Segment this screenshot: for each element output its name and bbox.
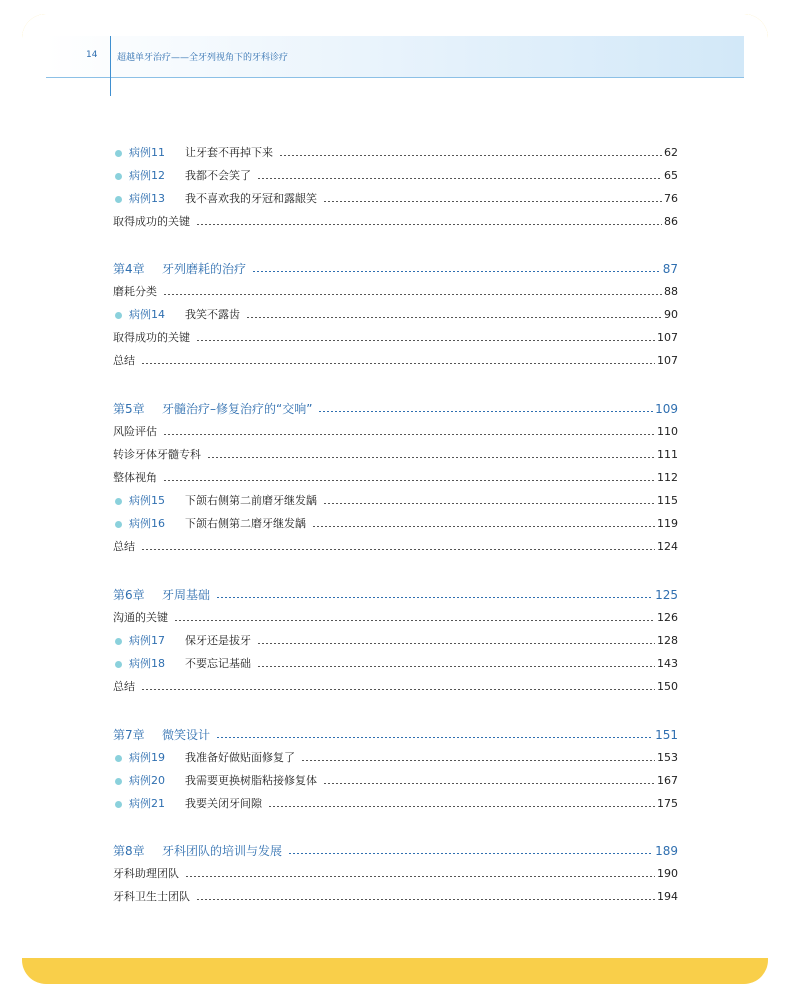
dot-leader	[257, 666, 655, 667]
chapter-label: 第5章	[113, 402, 145, 416]
toc-page-number: 125	[655, 588, 678, 602]
case-label: 病例19	[129, 751, 165, 764]
running-title: 超越单牙治疗——全牙列视角下的牙科诊疗	[117, 53, 289, 63]
toc-case-row	[113, 166, 678, 186]
toc-page-number: 65	[664, 169, 678, 182]
dot-leader	[216, 737, 653, 738]
toc-page-number: 167	[657, 774, 678, 787]
toc-page-number: 107	[657, 354, 678, 367]
toc-chapter-row	[113, 585, 678, 605]
case-bullet-icon	[115, 498, 122, 505]
toc-page-number: 126	[657, 611, 678, 624]
toc-page-number: 153	[657, 751, 678, 764]
case-label: 病例21	[129, 797, 165, 810]
toc-case-row	[113, 143, 678, 163]
toc-page-number: 111	[657, 448, 678, 461]
toc-title: 整体视角	[113, 471, 157, 484]
toc-entry-row	[113, 328, 678, 348]
toc-title: 我准备好做贴面修复了	[185, 751, 295, 764]
dot-leader	[163, 294, 662, 295]
case-label: 病例20	[129, 774, 165, 787]
toc-title: 取得成功的关键	[113, 331, 190, 344]
toc-page-number: 109	[655, 402, 678, 416]
chapter-label: 第8章	[113, 844, 145, 858]
toc-title: 磨耗分类	[113, 285, 157, 298]
toc-title: 牙周基础	[162, 588, 211, 602]
toc-page-number: 115	[657, 494, 678, 507]
toc-chapter-row	[113, 725, 678, 745]
header-divider	[110, 36, 111, 96]
toc-case-row	[113, 654, 678, 674]
toc-case-row	[113, 305, 678, 325]
dot-leader	[246, 317, 662, 318]
case-bullet-icon	[115, 521, 122, 528]
chapter-label: 第6章	[113, 588, 145, 602]
toc-chapter-row	[113, 399, 678, 419]
dot-leader	[323, 783, 655, 784]
dot-leader	[163, 480, 655, 481]
case-bullet-icon	[115, 661, 122, 668]
toc-title: 总结	[113, 354, 135, 367]
toc-title: 保牙还是拔牙	[185, 634, 251, 647]
dot-leader	[323, 503, 655, 504]
toc-title: 总结	[113, 540, 135, 553]
dot-leader	[268, 806, 655, 807]
dot-leader	[252, 271, 661, 272]
dot-leader	[196, 899, 655, 900]
case-label: 病例12	[129, 169, 165, 182]
toc-title: 我不喜欢我的牙冠和露龈笑	[185, 192, 317, 205]
toc-case-row	[113, 748, 678, 768]
dot-leader	[185, 876, 655, 877]
toc-chapter-row	[113, 841, 678, 861]
toc-page-number: 86	[664, 215, 678, 228]
dot-leader	[216, 597, 653, 598]
toc-page-number: 110	[657, 425, 678, 438]
toc-title: 风险评估	[113, 425, 157, 438]
toc-entry-row	[113, 422, 678, 442]
toc-page-number: 76	[664, 192, 678, 205]
toc-title: 我笑不露齿	[185, 308, 240, 321]
dot-leader	[312, 526, 655, 527]
toc-entry-row	[113, 537, 678, 557]
toc-page-number: 87	[662, 262, 678, 276]
toc-page-number: 175	[657, 797, 678, 810]
toc-case-row	[113, 491, 678, 511]
case-bullet-icon	[115, 778, 122, 785]
toc-title: 下颌右侧第二磨牙继发龋	[185, 517, 306, 530]
toc-title: 我需要更换树脂粘接修复体	[185, 774, 317, 787]
toc-page-number: 150	[657, 680, 678, 693]
dot-leader	[174, 620, 655, 621]
toc-page-number: 107	[657, 331, 678, 344]
dot-leader	[196, 224, 662, 225]
toc-page-number: 90	[664, 308, 678, 321]
toc-title: 我要关闭牙间隙	[185, 797, 262, 810]
dot-leader	[323, 201, 662, 202]
toc-entry-row	[113, 468, 678, 488]
toc-page-number: 190	[657, 867, 678, 880]
toc-title: 取得成功的关键	[113, 215, 190, 228]
toc-case-row	[113, 189, 678, 209]
toc-title: 牙科助理团队	[113, 867, 179, 880]
chapter-label: 第4章	[113, 262, 145, 276]
dot-leader	[301, 760, 655, 761]
toc-title: 转诊牙体牙髓专科	[113, 448, 201, 461]
toc-title: 下颌右侧第二前磨牙继发龋	[185, 494, 317, 507]
toc-title: 牙科卫生士团队	[113, 890, 190, 903]
toc-title: 沟通的关键	[113, 611, 168, 624]
dot-leader	[318, 411, 653, 412]
toc-page-number: 151	[655, 728, 678, 742]
toc-entry-row	[113, 212, 678, 232]
dot-leader	[163, 434, 655, 435]
header-rule	[46, 77, 744, 78]
toc-title: 总结	[113, 680, 135, 693]
chapter-label: 第7章	[113, 728, 145, 742]
toc-page-number: 143	[657, 657, 678, 670]
toc-title: 让牙套不再掉下来	[185, 146, 273, 159]
toc-title: 牙列磨耗的治疗	[162, 262, 247, 276]
toc-title: 牙科团队的培训与发展	[162, 844, 283, 858]
toc-page-number: 119	[657, 517, 678, 530]
toc-page-number: 189	[655, 844, 678, 858]
toc-chapter-row	[113, 259, 678, 279]
dot-leader	[141, 363, 655, 364]
toc-case-row	[113, 794, 678, 814]
toc-case-row	[113, 514, 678, 534]
toc-entry-row	[113, 608, 678, 628]
dot-leader	[288, 853, 653, 854]
toc-case-row	[113, 631, 678, 651]
toc-entry-row	[113, 282, 678, 302]
dot-leader	[279, 155, 662, 156]
dot-leader	[207, 457, 655, 458]
case-bullet-icon	[115, 755, 122, 762]
page-number: 14	[86, 50, 98, 60]
toc-page-number: 124	[657, 540, 678, 553]
case-label: 病例11	[129, 146, 165, 159]
case-label: 病例13	[129, 192, 165, 205]
toc-entry-row	[113, 445, 678, 465]
dot-leader	[141, 549, 655, 550]
toc-entry-row	[113, 864, 678, 884]
toc-page-number: 128	[657, 634, 678, 647]
case-bullet-icon	[115, 638, 122, 645]
toc-case-row	[113, 771, 678, 791]
case-label: 病例14	[129, 308, 165, 321]
case-bullet-icon	[115, 196, 122, 203]
case-bullet-icon	[115, 801, 122, 808]
dot-leader	[257, 643, 655, 644]
toc-page-number: 88	[664, 285, 678, 298]
toc-page-number: 62	[664, 146, 678, 159]
toc-title: 微笑设计	[162, 728, 211, 742]
case-label: 病例15	[129, 494, 165, 507]
dot-leader	[196, 340, 655, 341]
case-bullet-icon	[115, 150, 122, 157]
toc-page-number: 194	[657, 890, 678, 903]
dot-leader	[257, 178, 662, 179]
dot-leader	[141, 689, 655, 690]
toc-entry-row	[113, 677, 678, 697]
case-label: 病例16	[129, 517, 165, 530]
case-label: 病例17	[129, 634, 165, 647]
case-label: 病例18	[129, 657, 165, 670]
toc-entry-row	[113, 887, 678, 907]
case-bullet-icon	[115, 312, 122, 319]
case-bullet-icon	[115, 173, 122, 180]
toc-title: 我都不会笑了	[185, 169, 251, 182]
toc-title: 不要忘记基础	[185, 657, 251, 670]
toc-entry-row	[113, 351, 678, 371]
toc-title: 牙髓治疗–修复治疗的“交响”	[162, 402, 313, 416]
toc-page-number: 112	[657, 471, 678, 484]
